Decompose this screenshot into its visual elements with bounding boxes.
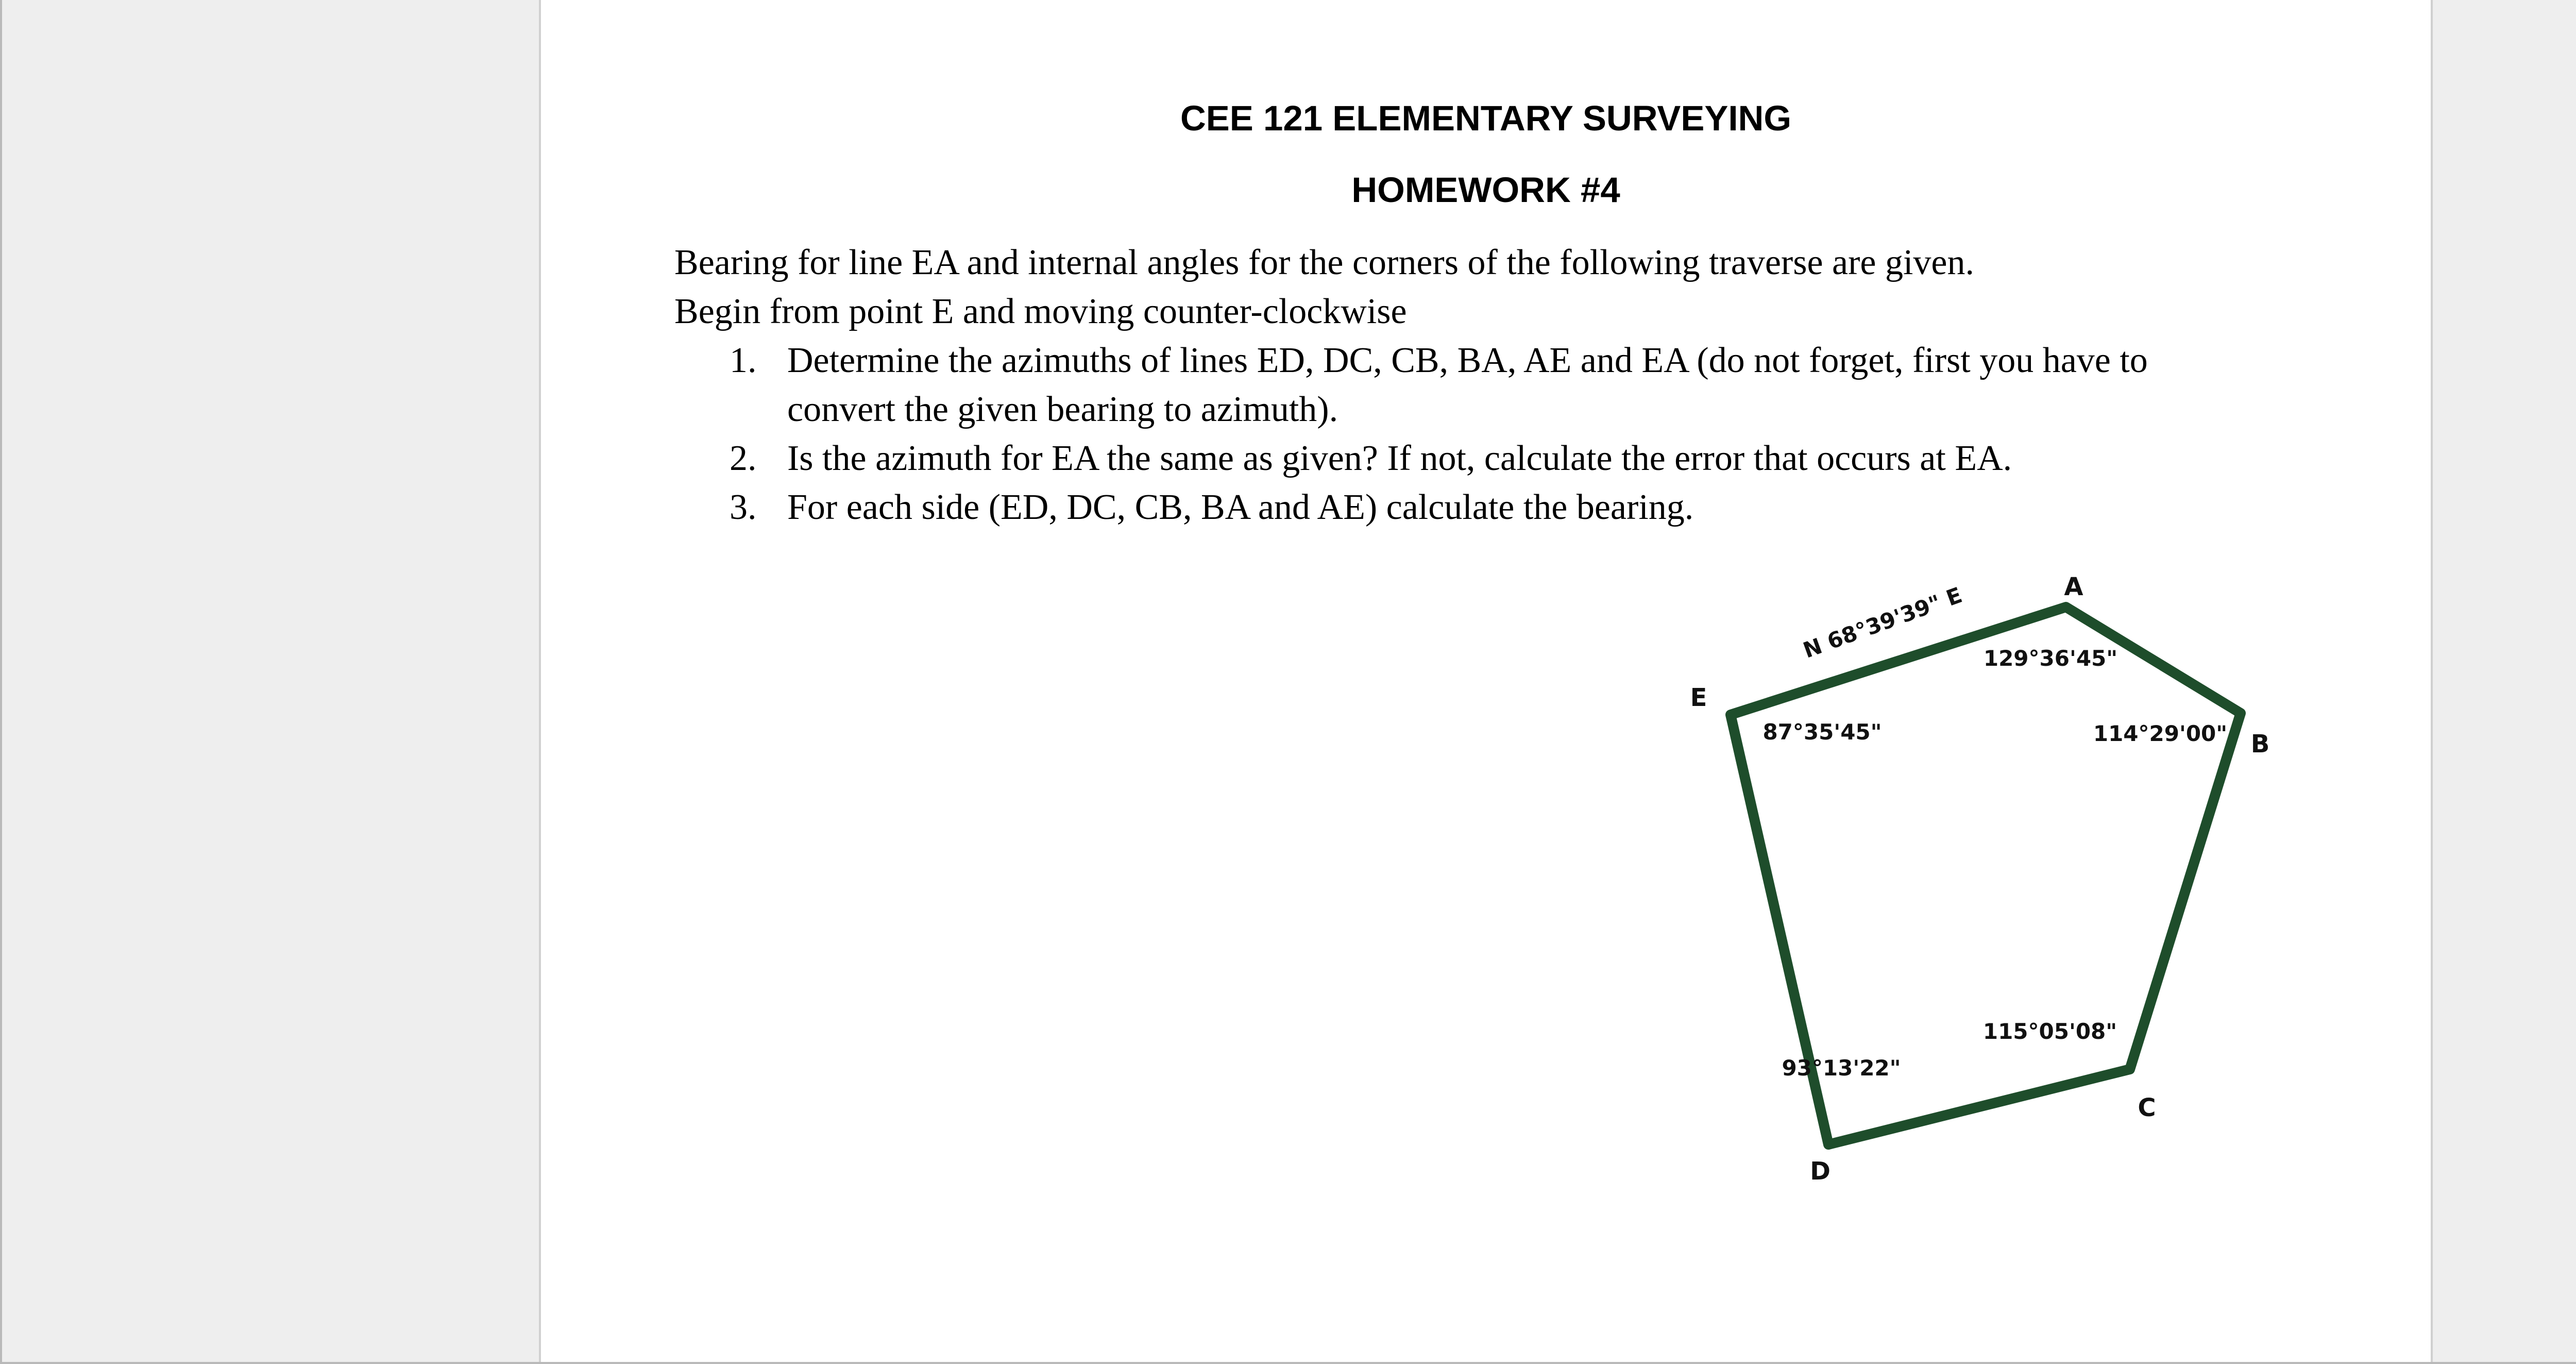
task-number: 3. xyxy=(730,487,757,527)
task-text: Is the azimuth for EA the same as given? If not, calculate the error that occurs at EA. xyxy=(787,439,2012,478)
angle-label-a: 129°36'45" xyxy=(1983,646,2118,671)
angle-label-c: 115°05'08" xyxy=(1982,1019,2117,1044)
task-text-line-2: convert the given bearing to azimuth). xyxy=(787,390,1338,429)
angle-label-b: 114°29'00" xyxy=(2093,721,2228,746)
intro-line-2: Begin from point E and moving counter-clockwise xyxy=(674,292,1407,331)
point-label-a: A xyxy=(2064,572,2083,601)
task-number: 2. xyxy=(730,439,757,478)
point-label-d: D xyxy=(1810,1157,1831,1186)
task-text: For each side (ED, DC, CB, BA and AE) calculate the bearing. xyxy=(787,487,1694,527)
point-label-c: C xyxy=(2138,1093,2156,1122)
homework-title: HOMEWORK #4 xyxy=(1351,170,1620,210)
task-number: 1. xyxy=(730,341,757,380)
point-label-b: B xyxy=(2250,730,2270,759)
angle-label-d: 93°13'22" xyxy=(1782,1055,1901,1081)
angle-label-e: 87°35'45" xyxy=(1762,719,1882,745)
course-title: CEE 121 ELEMENTARY SURVEYING xyxy=(1180,98,1792,138)
traverse-diagram xyxy=(541,0,2435,1364)
task-text-line-1: Determine the azimuths of lines ED, DC, CB, BA, AE and EA (do not forget, first you have to xyxy=(787,341,2148,380)
bearing-label-ea: N 68°39'39" E xyxy=(1800,582,1965,663)
intro-line-1: Bearing for line EA and internal angles for the corners of the following traverse are given. xyxy=(674,243,1974,282)
document-page xyxy=(539,0,2433,1364)
point-label-e: E xyxy=(1690,683,1707,712)
